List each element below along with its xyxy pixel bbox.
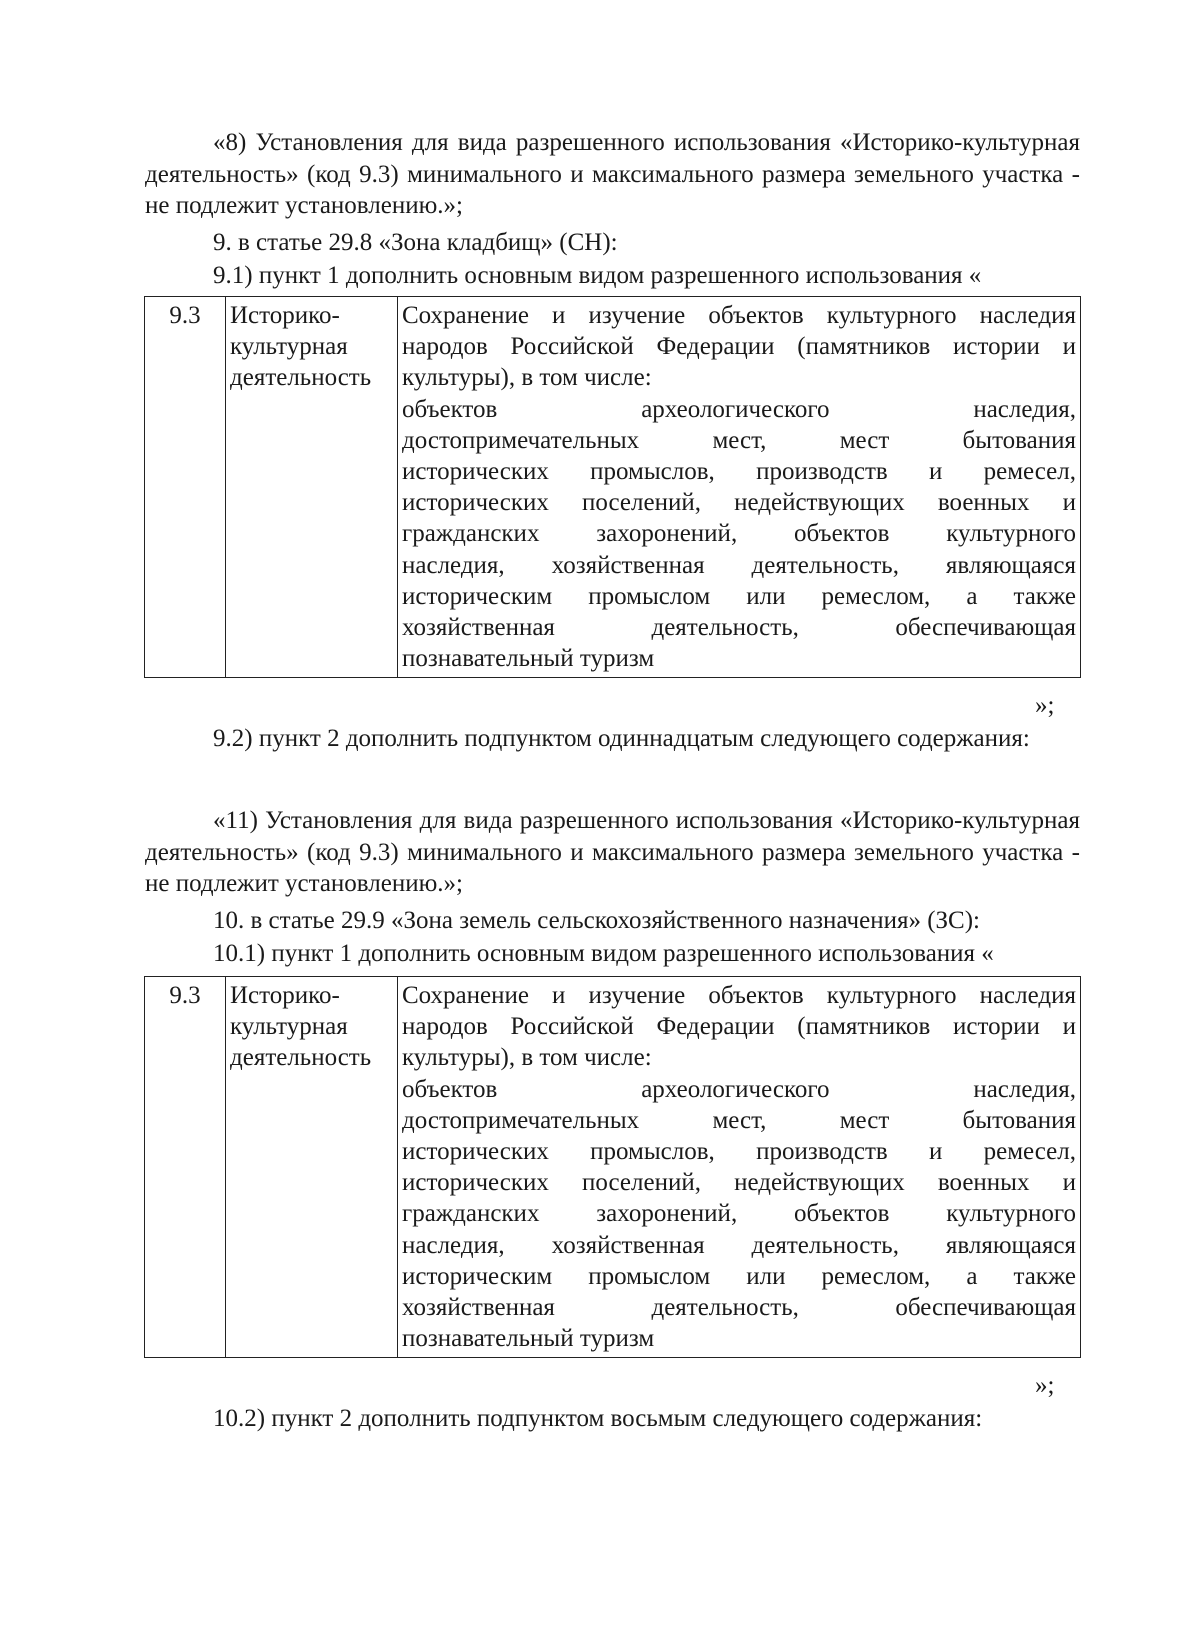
description-line: познавательный туризм <box>402 1325 655 1353</box>
description-line: объектов археологического наследия, <box>402 395 1076 423</box>
land-use-table-2 <box>144 976 1081 1358</box>
description-line: исторических промыслов, производств и ремесел, <box>402 1138 1076 1166</box>
description-line: достопримечательных мест, мест бытования <box>402 1106 1076 1134</box>
description-line: исторических поселений, недействующих военных и <box>402 1169 1076 1197</box>
description-line: познавательный туризм <box>402 645 655 673</box>
description-line: наследия, хозяйственная деятельность, являющаяся <box>402 551 1076 579</box>
description-line: историческим промыслом или ремеслом, а также <box>402 1262 1076 1290</box>
description-line: хозяйственная деятельность, обеспечивающая <box>402 614 1076 642</box>
paragraph-item-9-1: 9.1) пункт 1 дополнить основным видом разрешенного использования « <box>213 262 982 289</box>
description-line: наследия, хозяйственная деятельность, являющаяся <box>402 1231 1076 1259</box>
paragraph-item-9-2: 9.2) пункт 2 дополнить подпунктом одиннадцатым следующего содержания: <box>213 725 1030 752</box>
description-intro: Сохранение и изучение объектов культурного наследия народов Российской Федерации (памятников истории и культуры), в том числе: <box>402 982 1076 1072</box>
table-cell-code: 9.3 <box>145 977 226 1358</box>
table-cell-name: Историко-культурная деятельность <box>226 977 398 1358</box>
description-line: историческим промыслом или ремеслом, а также <box>402 582 1076 610</box>
table-row <box>145 297 1081 678</box>
closing-quote-2: »; <box>1035 1372 1055 1399</box>
description-line: исторических поселений, недействующих военных и <box>402 489 1076 517</box>
paragraph-item-10-heading: 10. в статье 29.9 «Зона земель сельскохозяйственного назначения» (ЗС): <box>213 907 981 934</box>
paragraph-item-8: «8) Установления для вида разрешенного использования «Историко-культурная деятельность» (код 9.3) минимального и максимального размера земельного участка - не подлежит установлению.»; <box>145 129 1080 219</box>
description-line: достопримечательных мест, мест бытования <box>402 426 1076 454</box>
table-row <box>145 977 1081 1358</box>
description-line: гражданских захоронений, объектов культурного <box>402 1200 1076 1228</box>
description-intro: Сохранение и изучение объектов культурного наследия народов Российской Федерации (памятников истории и культуры), в том числе: <box>402 302 1076 392</box>
table-cell-code: 9.3 <box>145 297 226 678</box>
paragraph-item-9-heading: 9. в статье 29.8 «Зона кладбищ» (СН): <box>213 229 618 256</box>
table-cell-description <box>398 977 1081 1358</box>
table-cell-name: Историко-культурная деятельность <box>226 297 398 678</box>
paragraph-item-11: «11) Установления для вида разрешенного использования «Историко-культурная деятельность» (код 9.3) минимального и максимального размера земельного участка - не подлежит установлению.»; <box>145 807 1080 897</box>
description-line: гражданских захоронений, объектов культурного <box>402 520 1076 548</box>
closing-quote-1: »; <box>1035 692 1055 719</box>
description-line: объектов археологического наследия, <box>402 1075 1076 1103</box>
paragraph-item-10-2: 10.2) пункт 2 дополнить подпунктом восьмым следующего содержания: <box>213 1405 983 1432</box>
paragraph-item-10-1: 10.1) пункт 1 дополнить основным видом разрешенного использования « <box>213 940 994 967</box>
description-line: хозяйственная деятельность, обеспечивающая <box>402 1294 1076 1322</box>
land-use-table-1 <box>144 296 1081 678</box>
table-cell-description <box>398 297 1081 678</box>
description-line: исторических промыслов, производств и ремесел, <box>402 458 1076 486</box>
